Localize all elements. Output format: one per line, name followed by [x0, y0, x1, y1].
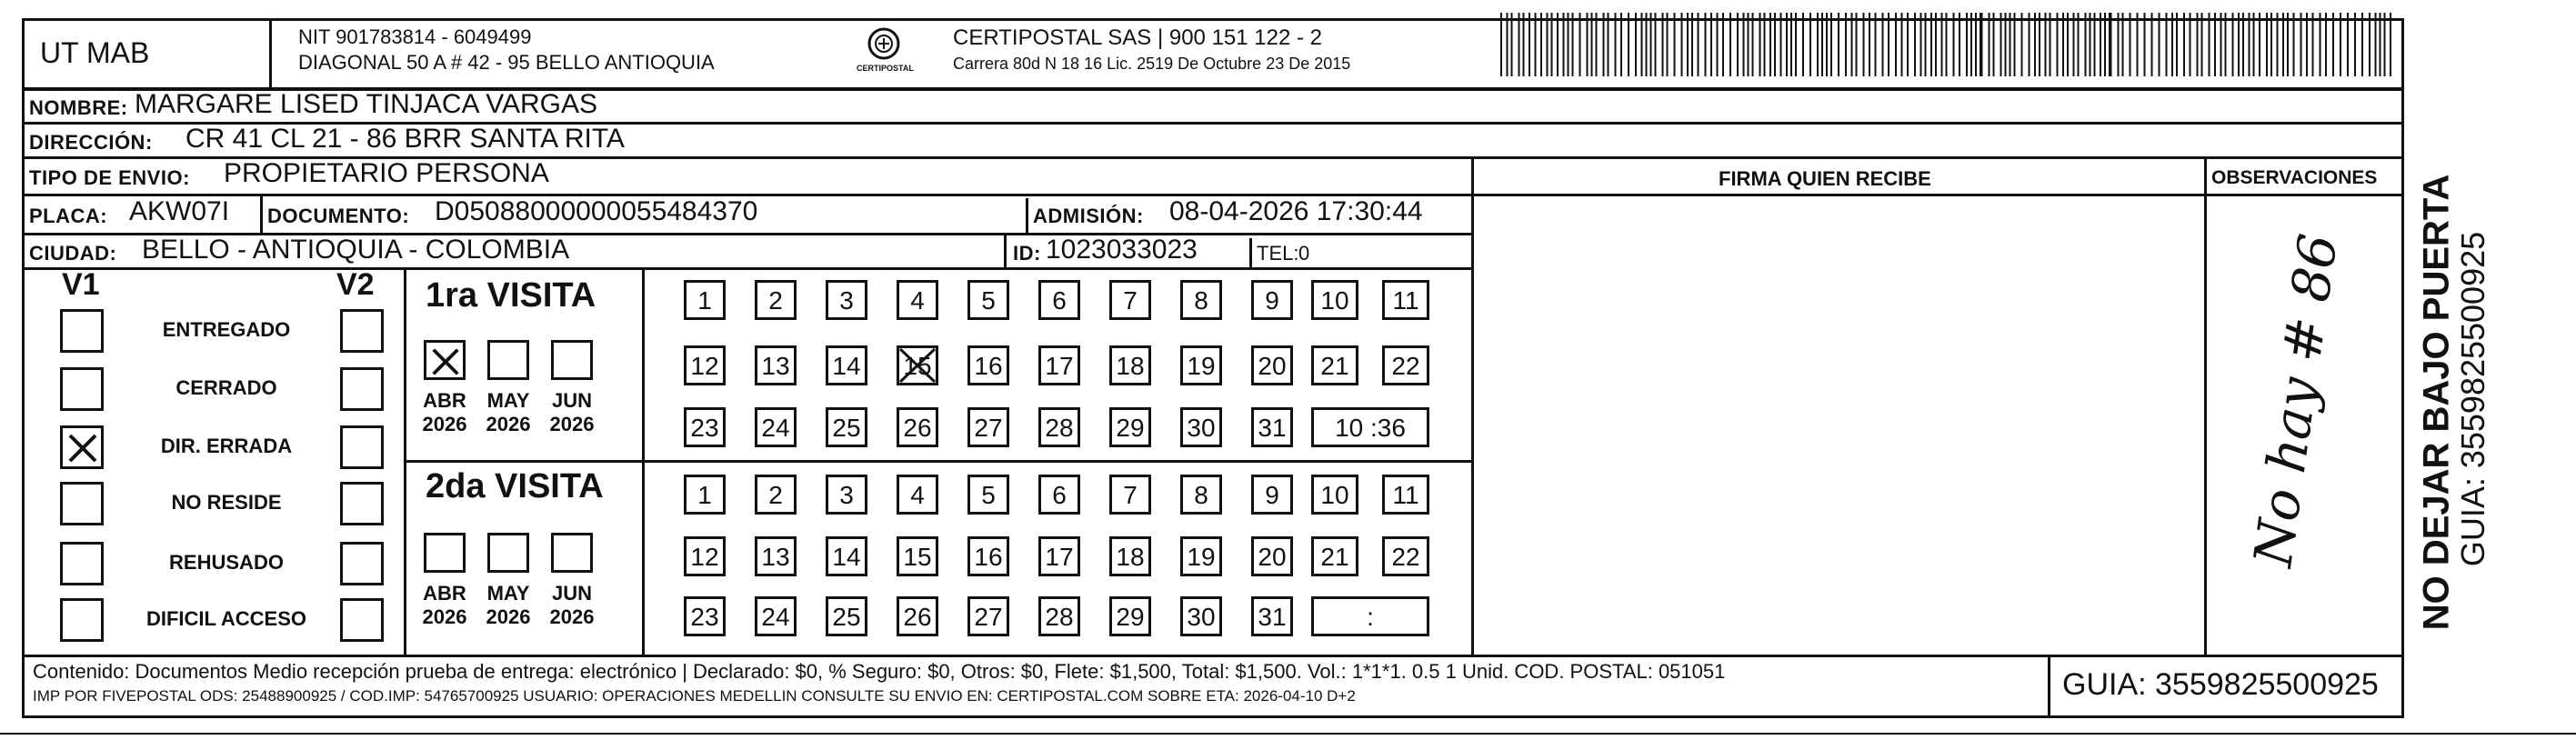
day-box[interactable]: 24	[755, 596, 797, 636]
day-box[interactable]: 19	[1180, 345, 1222, 385]
day-box[interactable]: 15	[897, 536, 938, 576]
footer-line	[22, 655, 2404, 657]
tel-label: TEL:	[1257, 242, 1299, 265]
month-checkbox[interactable]	[487, 533, 529, 573]
status-label: DIR. ERRADA	[160, 435, 293, 457]
day-box[interactable]: 5	[967, 280, 1009, 320]
v2-checkbox[interactable]	[340, 542, 384, 585]
sender-address: DIAGONAL 50 A # 42 - 95 BELLO ANTIOQUIA	[298, 51, 715, 74]
v2-checkbox[interactable]	[340, 598, 384, 642]
ciudad-label: CIUDAD:	[29, 242, 117, 265]
day-box[interactable]: 31	[1251, 596, 1293, 636]
day-box[interactable]: 18	[1109, 536, 1151, 576]
day-box[interactable]: 27	[967, 596, 1009, 636]
company-name: CERTIPOSTAL SAS | 900 151 122 - 2	[953, 25, 1322, 50]
day-box[interactable]: 17	[1038, 536, 1080, 576]
day-box[interactable]: 21	[1311, 345, 1358, 385]
day-box[interactable]: 2	[755, 475, 797, 515]
day-box[interactable]: 3	[826, 475, 867, 515]
v1-checkbox[interactable]	[60, 425, 104, 469]
time-box[interactable]: 10 :36	[1311, 407, 1429, 447]
v2-checkbox[interactable]	[340, 309, 384, 353]
day-box[interactable]: 9	[1251, 475, 1293, 515]
row-line-firma	[1471, 194, 2404, 196]
day-box[interactable]: 11	[1382, 280, 1429, 320]
direccion-value: CR 41 CL 21 - 86 BRR SANTA RITA	[185, 124, 625, 154]
header-divider	[269, 18, 272, 91]
status-label: NO RESIDE	[171, 491, 282, 514]
day-box[interactable]: 29	[1109, 407, 1151, 447]
day-box[interactable]: 11	[1382, 475, 1429, 515]
documento-label: DOCUMENTO:	[267, 205, 410, 227]
id-divider	[1004, 233, 1007, 267]
v1-checkbox[interactable]	[60, 367, 104, 411]
tipo-value: PROPIETARIO PERSONA	[224, 158, 549, 188]
month-label: ABR 2026	[422, 389, 467, 435]
id-label: ID:	[1013, 242, 1041, 265]
visit2-title: 2da VISITA	[426, 467, 604, 505]
day-box[interactable]: 24	[755, 407, 797, 447]
month-checkbox[interactable]	[551, 533, 593, 573]
day-box[interactable]: 12	[684, 345, 726, 385]
firma-header: FIRMA QUIEN RECIBE	[1719, 167, 1931, 190]
day-box[interactable]: 16	[967, 345, 1009, 385]
day-box[interactable]: 14	[826, 345, 867, 385]
month-checkbox[interactable]	[551, 340, 593, 380]
tipo-label: TIPO DE ENVIO:	[29, 166, 190, 189]
day-box[interactable]: 12	[684, 536, 726, 576]
day-box[interactable]: 7	[1109, 475, 1151, 515]
time-box[interactable]: :	[1311, 596, 1429, 636]
day-box[interactable]: 25	[826, 596, 867, 636]
day-box[interactable]: 13	[755, 345, 797, 385]
day-box[interactable]: 31	[1251, 407, 1293, 447]
obs-left-line	[2204, 156, 2207, 655]
id-value: 1023033023	[1046, 235, 1198, 265]
month-checkbox[interactable]	[424, 340, 466, 380]
month-label: JUN 2026	[549, 389, 595, 435]
day-box[interactable]: 18	[1109, 345, 1151, 385]
month-label: MAY 2026	[486, 389, 531, 435]
day-box[interactable]: 20	[1251, 345, 1293, 385]
day-box[interactable]: 30	[1180, 407, 1222, 447]
day-box[interactable]: 26	[897, 596, 938, 636]
tel-value: 0	[1298, 242, 1310, 265]
day-box[interactable]: 26	[897, 407, 938, 447]
day-box[interactable]: 9	[1251, 280, 1293, 320]
sender-nit: NIT 901783814 - 6049499	[298, 25, 532, 48]
barcode	[1500, 13, 2395, 76]
day-box[interactable]: 29	[1109, 596, 1151, 636]
documento-value: D05088000000055484370	[435, 196, 758, 226]
side-guia: GUIA: 3559825500925	[2454, 231, 2491, 567]
status-label: CERRADO	[175, 376, 277, 399]
day-box[interactable]: 1	[684, 475, 726, 515]
day-box[interactable]: 15	[897, 345, 938, 385]
logo-text: CERTIPOSTAL	[857, 64, 914, 73]
day-box[interactable]: 3	[826, 280, 867, 320]
status-label: REHUSADO	[169, 551, 284, 574]
day-box[interactable]: 28	[1038, 407, 1080, 447]
bottom-edge	[0, 733, 2576, 735]
observaciones-header: OBSERVACIONES	[2211, 167, 2378, 188]
day-box[interactable]: 22	[1382, 345, 1429, 385]
day-box[interactable]: 8	[1180, 280, 1222, 320]
placa-label: PLACA:	[29, 205, 108, 227]
day-box[interactable]: 23	[684, 596, 726, 636]
v1-checkbox[interactable]	[60, 482, 104, 525]
firma-left-line	[1471, 156, 1474, 655]
v1-checkbox[interactable]	[60, 542, 104, 585]
day-box[interactable]: 23	[684, 407, 726, 447]
day-box[interactable]: 21	[1311, 536, 1358, 576]
placa-divider	[260, 194, 263, 233]
day-box[interactable]: 10	[1311, 475, 1358, 515]
day-box[interactable]: 28	[1038, 596, 1080, 636]
day-box[interactable]: 4	[897, 280, 938, 320]
company-license: Carrera 80d N 18 16 Lic. 2519 De Octubre 23 De 2015	[953, 55, 1351, 73]
status-label: DIFICIL ACCESO	[145, 607, 306, 630]
day-box[interactable]: 10	[1311, 280, 1358, 320]
day-box[interactable]: 6	[1038, 475, 1080, 515]
day-box[interactable]: 19	[1180, 536, 1222, 576]
admision-value: 08-04-2026 17:30:44	[1169, 196, 1423, 226]
day-box[interactable]: 16	[967, 536, 1009, 576]
day-box[interactable]: 1	[684, 280, 726, 320]
nombre-value: MARGARE LISED TINJACA VARGAS	[135, 89, 598, 119]
month-label: MAY 2026	[486, 582, 531, 628]
nombre-label: NOMBRE:	[29, 96, 128, 119]
visit-split-line	[404, 460, 1471, 463]
v2-checkbox[interactable]	[340, 367, 384, 411]
certipostal-logo	[855, 25, 913, 80]
month-label: JUN 2026	[549, 582, 595, 628]
month-label: ABR 2026	[422, 582, 467, 628]
day-box[interactable]: 7	[1109, 280, 1151, 320]
day-box[interactable]: 4	[897, 475, 938, 515]
day-box[interactable]: 22	[1382, 536, 1429, 576]
direccion-label: DIRECCIÓN:	[29, 131, 153, 154]
day-box[interactable]: 13	[755, 536, 797, 576]
ciudad-value: BELLO - ANTIOQUIA - COLOMBIA	[142, 235, 570, 265]
v1-label: V1	[62, 267, 100, 302]
day-box[interactable]: 30	[1180, 596, 1222, 636]
placa-value: AKW07I	[129, 196, 230, 226]
footer-guia-divider	[2048, 655, 2050, 718]
v1-checkbox[interactable]	[60, 598, 104, 642]
day-box[interactable]: 20	[1251, 536, 1293, 576]
v2-checkbox[interactable]	[340, 482, 384, 525]
sender-name: UT MAB	[40, 36, 150, 69]
day-box[interactable]: 2	[755, 280, 797, 320]
day-box[interactable]: 17	[1038, 345, 1080, 385]
footer-guia: GUIA: 3559825500925	[2062, 667, 2379, 702]
day-box[interactable]: 14	[826, 536, 867, 576]
day-box[interactable]: 27	[967, 407, 1009, 447]
tel-divider	[1249, 238, 1252, 267]
day-box[interactable]: 5	[967, 475, 1009, 515]
v2-label: V2	[336, 267, 375, 302]
observacion-handwritten: No hay # 86	[2241, 230, 2350, 571]
month-checkbox[interactable]	[424, 533, 466, 573]
month-checkbox[interactable]	[487, 340, 529, 380]
footer-imp: IMP POR FIVEPOSTAL ODS: 25488900925 / COD.IMP: 54765700925 USUARIO: OPERACIONES MEDELLIN CONSULTE SU ENVIO EN: CERTIPOSTAL.COM SOBRE ETA: 2026-04-10 D+2	[33, 687, 1356, 705]
visit1-title: 1ra VISITA	[426, 276, 596, 315]
v1-checkbox[interactable]	[60, 309, 104, 353]
status-label: ENTREGADO	[162, 318, 291, 341]
admision-divider	[1026, 198, 1028, 233]
admision-label: ADMISIÓN:	[1033, 205, 1144, 227]
row-line-5	[22, 267, 1471, 270]
day-box[interactable]: 6	[1038, 280, 1080, 320]
day-box[interactable]: 8	[1180, 475, 1222, 515]
day-box[interactable]: 25	[826, 407, 867, 447]
side-warning: NO DEJAR BAJO PUERTA	[2416, 174, 2457, 631]
footer-contenido: Contenido: Documentos Medio recepción prueba de entrega: electrónico | Declarado: $0, % Seguro: $0, Otros: $0, Flete: $1,500, Total: $1,500. Vol.: 1*1*1. 0.5 1 Unid. COD. POSTAL: 051051	[33, 660, 1726, 683]
v2-checkbox[interactable]	[340, 425, 384, 469]
